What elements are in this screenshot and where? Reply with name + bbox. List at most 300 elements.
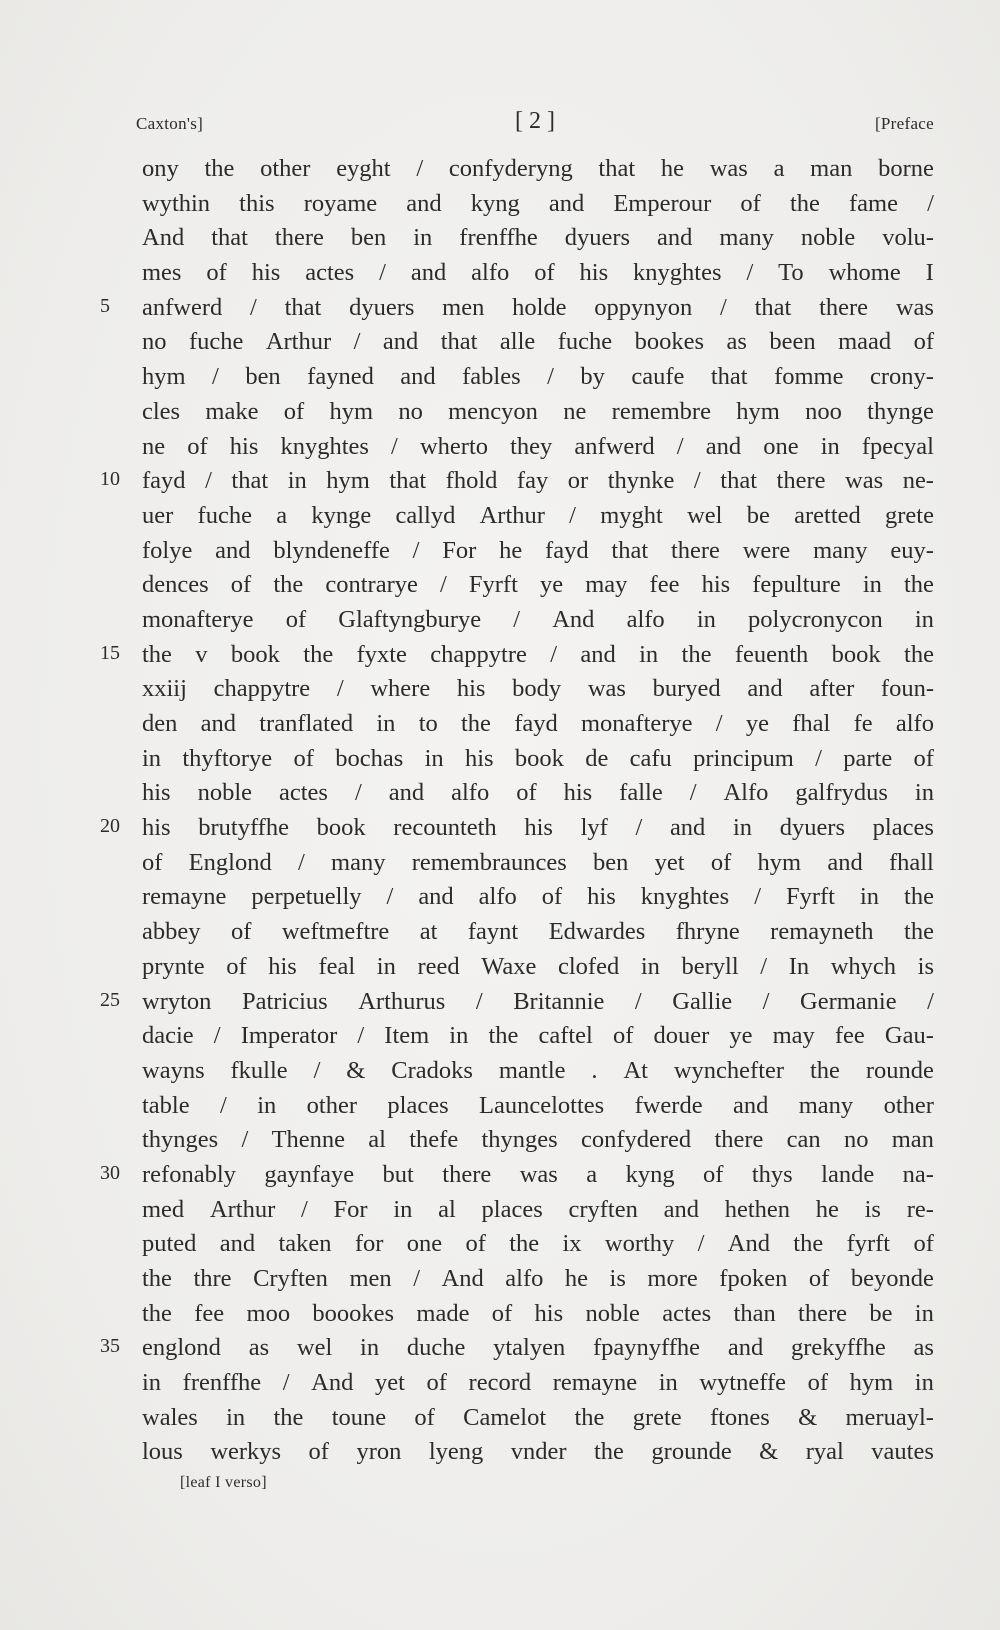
word: puted xyxy=(142,1230,197,1258)
word: / xyxy=(354,779,362,807)
word: fuche xyxy=(188,328,244,356)
word: borne xyxy=(878,155,934,182)
word: ben xyxy=(593,848,629,876)
word: thre xyxy=(193,1265,232,1292)
line-text xyxy=(142,776,934,810)
word: there xyxy=(819,293,869,321)
word: fpecyal xyxy=(861,432,934,460)
word: fkulle xyxy=(230,1056,288,1084)
text-line xyxy=(0,1193,1000,1228)
word: wryton xyxy=(142,987,212,1015)
word: chappytre xyxy=(430,640,527,668)
word: / xyxy=(927,189,934,217)
text-line xyxy=(0,1297,1000,1332)
word: actes xyxy=(305,259,355,287)
word: to xyxy=(418,710,438,737)
word: in xyxy=(424,744,444,772)
page-number: [ 2 ] xyxy=(515,108,555,134)
word: that xyxy=(710,363,748,391)
word: alfo xyxy=(895,710,934,737)
word: wythin xyxy=(142,189,211,217)
text-line xyxy=(0,1158,1000,1193)
word: dyuers xyxy=(349,293,415,321)
word: remayneth xyxy=(770,918,874,946)
word: fables xyxy=(462,363,521,391)
line-text xyxy=(142,1331,934,1365)
line-text xyxy=(142,742,934,776)
word: fayned xyxy=(307,363,374,391)
line-text xyxy=(142,499,934,533)
text-line xyxy=(0,187,1000,222)
word: crony- xyxy=(869,363,934,391)
word: other xyxy=(883,1091,934,1119)
word: remayne xyxy=(142,883,227,911)
word: fyxte xyxy=(356,640,407,668)
word: / xyxy=(300,1195,308,1223)
word: cryften xyxy=(568,1195,638,1223)
word: weftmeftre xyxy=(281,918,390,946)
word: of xyxy=(808,1265,830,1292)
word: moo xyxy=(246,1299,291,1327)
line-number: 30 xyxy=(100,1161,120,1184)
word: fayd xyxy=(545,536,589,564)
word: den xyxy=(142,710,178,737)
word: kyng xyxy=(470,189,520,217)
word: / xyxy=(635,814,643,842)
line-text xyxy=(142,1366,934,1400)
word: To xyxy=(778,259,804,287)
line-text xyxy=(142,1054,934,1088)
word: that xyxy=(720,467,758,495)
word: / xyxy=(391,432,398,460)
word: recounteth xyxy=(393,814,497,842)
word: Gau- xyxy=(884,1022,934,1050)
word: of xyxy=(612,1022,634,1050)
word: he xyxy=(499,536,523,564)
word: the xyxy=(904,918,934,946)
word: and xyxy=(418,883,454,911)
line-number: 5 xyxy=(100,294,110,317)
word: hym xyxy=(329,397,374,425)
word: brutyffhe xyxy=(198,814,289,842)
word: werkys xyxy=(210,1438,282,1466)
word: / xyxy=(439,571,447,599)
word: And xyxy=(441,1265,484,1292)
word: in xyxy=(226,1403,246,1431)
word: For xyxy=(442,536,477,564)
word: euy- xyxy=(890,536,934,564)
word: / xyxy=(386,883,394,911)
word: royame xyxy=(303,189,378,217)
line-text xyxy=(142,360,934,394)
word: and xyxy=(400,363,436,391)
text-line xyxy=(0,846,1000,881)
word: of xyxy=(226,952,247,980)
word: be xyxy=(869,1299,893,1327)
word: parte xyxy=(843,744,893,772)
word: one xyxy=(763,432,799,460)
word: the xyxy=(789,189,820,217)
word: med xyxy=(142,1195,185,1223)
word: wherto xyxy=(419,432,489,460)
word: / xyxy=(241,1126,249,1154)
word: mes xyxy=(142,259,182,287)
word: his xyxy=(587,883,616,911)
line-text xyxy=(142,707,934,741)
text-line xyxy=(0,603,1000,638)
word: anfwerd xyxy=(142,293,223,321)
word: ftones xyxy=(709,1403,770,1431)
word: confydered xyxy=(580,1126,692,1154)
word: of xyxy=(913,744,934,772)
word: in xyxy=(393,1195,413,1223)
line-text xyxy=(142,1089,934,1123)
word: his xyxy=(563,779,593,807)
word: & xyxy=(759,1438,779,1466)
word: / xyxy=(689,779,697,807)
word: confyderyng xyxy=(448,155,573,182)
word: men xyxy=(442,293,485,321)
word: dyuers xyxy=(779,814,846,842)
word: foun- xyxy=(880,675,934,703)
word: knyghtes xyxy=(280,432,369,460)
line-text xyxy=(142,152,934,186)
word: and xyxy=(580,640,616,668)
word: and xyxy=(548,189,585,217)
word: Fyrft xyxy=(785,883,835,911)
word: anfwerd xyxy=(574,432,655,460)
word: one xyxy=(406,1230,443,1258)
text-line xyxy=(0,256,1000,291)
word: was xyxy=(845,467,884,495)
word: noble xyxy=(800,224,856,252)
word: make xyxy=(205,397,259,425)
word: the xyxy=(461,710,491,737)
word: xxiij xyxy=(142,675,187,703)
word: yet xyxy=(374,1369,405,1397)
word: / xyxy=(754,883,761,911)
word: bookes xyxy=(634,328,705,356)
line-number: 10 xyxy=(100,468,120,491)
word: polycronycon xyxy=(748,605,883,633)
word: whych xyxy=(830,952,897,980)
word: man xyxy=(891,1126,934,1154)
word: the xyxy=(594,1438,624,1466)
word: / xyxy=(282,1369,290,1397)
word: the xyxy=(142,1299,172,1327)
word: Arthurus xyxy=(358,987,446,1015)
word: oppynyon xyxy=(594,293,693,321)
word: there xyxy=(714,1126,764,1154)
word: many xyxy=(813,536,868,564)
word: the xyxy=(903,571,934,599)
word: of xyxy=(703,1160,724,1188)
word: na- xyxy=(902,1160,934,1188)
word: thynges xyxy=(142,1126,219,1154)
word: / xyxy=(634,987,642,1015)
word: of xyxy=(913,328,934,356)
word: alle xyxy=(499,328,536,356)
word: that xyxy=(611,536,649,564)
word: / xyxy=(513,605,521,633)
word: in xyxy=(820,432,840,460)
line-text xyxy=(142,915,934,949)
word: after xyxy=(809,675,855,703)
word: Emperour xyxy=(613,189,712,217)
word: re- xyxy=(906,1195,934,1223)
word: Germanie xyxy=(800,987,897,1015)
word: faynt xyxy=(467,918,519,946)
word: gaynfaye xyxy=(264,1160,355,1188)
word: his xyxy=(268,952,297,980)
word: Waxe xyxy=(481,952,537,980)
word: fame xyxy=(849,189,898,217)
word: of xyxy=(516,779,537,807)
text-line xyxy=(0,707,1000,742)
word: Launcelottes xyxy=(479,1091,605,1119)
word: grounde xyxy=(651,1438,732,1466)
word: of xyxy=(206,259,227,287)
word: bochas xyxy=(335,744,404,772)
text-line xyxy=(0,638,1000,673)
word: his xyxy=(142,814,171,842)
word: / xyxy=(475,987,483,1015)
word: of xyxy=(293,744,314,772)
word: / xyxy=(927,987,934,1015)
word: there xyxy=(442,1160,492,1188)
word: / xyxy=(213,1022,221,1050)
line-text xyxy=(142,1158,934,1192)
word: the xyxy=(273,571,304,599)
text-line xyxy=(0,950,1000,985)
word: alfo xyxy=(451,779,490,807)
word: / xyxy=(760,952,768,980)
word: At xyxy=(623,1056,648,1084)
word: the xyxy=(809,1056,840,1084)
word: his xyxy=(524,814,553,842)
word: and xyxy=(827,848,863,876)
word: that xyxy=(598,155,636,182)
line-text xyxy=(142,256,934,290)
word: lyf xyxy=(580,814,608,842)
word: be xyxy=(746,501,770,529)
word: ony xyxy=(142,155,179,182)
word: other xyxy=(306,1091,358,1119)
word: / xyxy=(413,1265,420,1292)
word: may xyxy=(772,1022,815,1050)
line-text xyxy=(142,1019,934,1053)
word: douer xyxy=(653,1022,710,1050)
word: there xyxy=(776,467,826,495)
word: principum xyxy=(693,744,794,772)
word: kynge xyxy=(311,501,372,529)
word: alfo xyxy=(505,1265,544,1292)
word: reed xyxy=(417,952,460,980)
word: noble xyxy=(197,779,253,807)
word: . xyxy=(591,1056,598,1084)
word: ryal xyxy=(805,1438,844,1466)
text-line xyxy=(0,1019,1000,1054)
running-head xyxy=(136,110,934,140)
line-text xyxy=(142,221,934,255)
word: the xyxy=(904,883,934,911)
word: uer xyxy=(142,501,174,529)
line-text xyxy=(142,430,934,464)
word: / xyxy=(313,1056,321,1084)
word: refonably xyxy=(142,1160,236,1188)
word: volu- xyxy=(882,224,934,252)
body-text xyxy=(0,152,1000,1470)
word: Item xyxy=(384,1022,430,1050)
line-text xyxy=(142,672,934,706)
word: may xyxy=(585,571,628,599)
word: of xyxy=(187,432,208,460)
word: & xyxy=(346,1056,366,1084)
text-line xyxy=(0,1054,1000,1089)
word: his xyxy=(142,779,171,807)
word: he xyxy=(660,155,685,182)
text-line xyxy=(0,915,1000,950)
word: / xyxy=(336,675,344,703)
word: / xyxy=(720,293,727,321)
word: in xyxy=(914,779,934,807)
word: dacie xyxy=(142,1022,194,1050)
word: mencyon xyxy=(448,397,538,425)
word: fayd xyxy=(142,467,186,495)
word: wayns xyxy=(142,1056,205,1084)
word: fhall xyxy=(888,848,934,876)
line-text xyxy=(142,811,934,845)
word: tranflated xyxy=(259,710,354,737)
word: that xyxy=(284,293,322,321)
word: yet xyxy=(654,848,685,876)
word: book xyxy=(831,640,881,668)
word: was xyxy=(895,293,934,321)
word: many xyxy=(719,224,774,252)
word: falle xyxy=(619,779,663,807)
word: For xyxy=(333,1195,368,1223)
word: / xyxy=(547,363,554,391)
word: in xyxy=(142,1369,162,1397)
word: / xyxy=(697,1230,705,1258)
word: feal xyxy=(318,952,356,980)
word: in xyxy=(449,1022,469,1050)
word: al xyxy=(438,1195,456,1223)
word: and xyxy=(705,432,742,460)
word: the xyxy=(142,640,172,668)
word: fuche xyxy=(557,328,613,356)
word: his xyxy=(534,1299,564,1327)
word: his xyxy=(701,571,731,599)
word: thefe xyxy=(409,1126,459,1154)
word: and xyxy=(657,224,693,252)
word: frenffhe xyxy=(459,224,538,252)
word: fwerde xyxy=(634,1091,703,1119)
word: in xyxy=(376,952,396,980)
word: in xyxy=(914,1369,934,1397)
word: clofed xyxy=(558,952,620,980)
word: was xyxy=(709,155,748,182)
word: men xyxy=(349,1265,392,1292)
word: actes xyxy=(279,779,328,807)
word: holde xyxy=(512,293,567,321)
word: / xyxy=(212,363,219,391)
word: his xyxy=(456,675,486,703)
word: but xyxy=(382,1160,414,1188)
word: / xyxy=(297,848,305,876)
word: ix xyxy=(562,1230,582,1258)
word: taken xyxy=(278,1230,332,1258)
word: Arthur xyxy=(209,1195,276,1223)
word: And xyxy=(311,1369,354,1397)
line-number: 15 xyxy=(100,641,120,664)
word: fuche xyxy=(197,501,252,529)
word: Camelot xyxy=(463,1403,547,1431)
word: eyght xyxy=(336,155,391,182)
word: at xyxy=(419,918,438,946)
word: can xyxy=(786,1126,821,1154)
word: Gallie xyxy=(672,987,733,1015)
word: ytalyen xyxy=(493,1334,566,1362)
word: beryll xyxy=(681,952,739,980)
line-text xyxy=(142,603,934,637)
word: were xyxy=(742,536,791,564)
word: in xyxy=(257,1091,277,1119)
word: been xyxy=(769,328,816,356)
word: ben xyxy=(245,363,281,391)
word: blyndeneffe xyxy=(273,536,390,564)
word: fhryne xyxy=(675,918,740,946)
word: the xyxy=(793,1230,824,1258)
line-text xyxy=(142,1262,934,1296)
word: fee xyxy=(194,1299,225,1327)
word: and xyxy=(219,1230,256,1258)
word: ye xyxy=(540,571,564,599)
word: he xyxy=(815,1195,839,1223)
text-line xyxy=(0,291,1000,326)
word: duche xyxy=(406,1334,466,1362)
word: beyonde xyxy=(850,1265,934,1292)
word: book xyxy=(316,814,366,842)
word: and xyxy=(732,1091,769,1119)
text-line xyxy=(0,742,1000,777)
word: In xyxy=(788,952,810,980)
word: and xyxy=(388,779,425,807)
text-line xyxy=(0,1331,1000,1366)
word: / xyxy=(746,259,754,287)
word: that xyxy=(754,293,792,321)
line-text xyxy=(142,568,934,602)
line-text xyxy=(142,325,934,359)
word: Cryften xyxy=(253,1265,328,1292)
word: fomme xyxy=(774,363,844,391)
word: callyd xyxy=(395,501,456,529)
line-text xyxy=(142,638,934,672)
word: vnder xyxy=(510,1438,567,1466)
word: aretted xyxy=(794,501,861,529)
line-number: 25 xyxy=(100,988,120,1011)
word: I xyxy=(925,259,934,287)
word: / xyxy=(569,501,576,529)
line-text xyxy=(142,880,934,914)
word: grekyffhe xyxy=(790,1334,886,1362)
word: Arthur xyxy=(479,501,545,529)
word: / xyxy=(220,1091,227,1119)
word: book xyxy=(230,640,280,668)
word: of xyxy=(283,397,305,425)
word: / xyxy=(379,259,386,287)
word: and xyxy=(406,189,442,217)
